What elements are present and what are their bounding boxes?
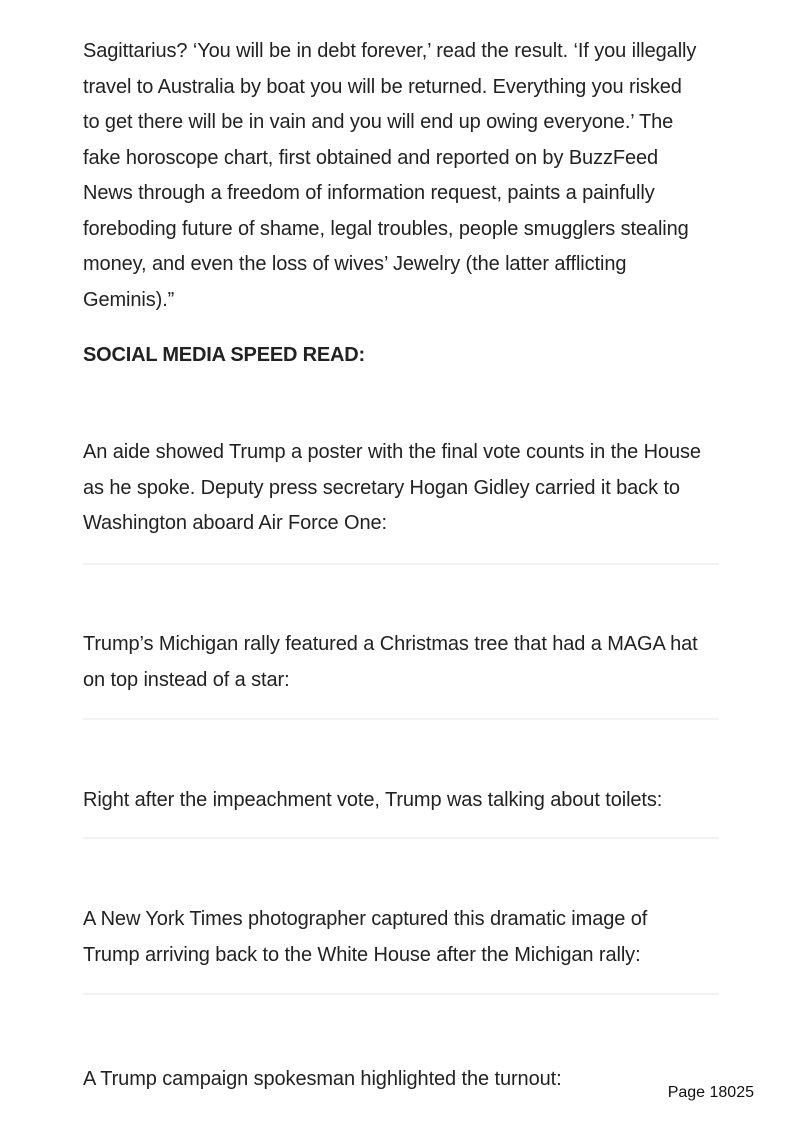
text-line: as he spoke. Deputy press secretary Hogan Gidley carried it back to: [83, 476, 680, 499]
text-line: A Trump campaign spokesman highlighted the turnout:: [83, 1068, 562, 1090]
embed-divider: [83, 563, 719, 565]
text-line: Trump arriving back to the White House after the Michigan rally:: [83, 943, 641, 966]
aide-paragraph: [83, 435, 701, 542]
text-line: Geminis).”: [83, 288, 175, 311]
embed-divider: [83, 993, 719, 995]
embed-divider: [83, 718, 719, 720]
text-line: Sagittarius? ‘You will be in debt forever,’ read the result. ‘If you illegally: [83, 40, 697, 62]
text-line: money, and even the loss of wives’ Jewelry (the latter afflicting: [83, 253, 627, 275]
text-line: foreboding future of shame, legal troubles, people smugglers stealing: [83, 217, 689, 240]
text-line: Washington aboard Air Force One:: [83, 512, 387, 534]
section-heading: SOCIAL MEDIA SPEED READ:: [83, 344, 365, 366]
text-line: A New York Times photographer captured this dramatic image of: [83, 908, 648, 930]
rally-paragraph: [83, 627, 698, 698]
toilets-paragraph: [83, 783, 662, 819]
horoscope-paragraph: [83, 34, 696, 318]
text-line: Trump’s Michigan rally featured a Christmas tree that had a MAGA hat: [83, 633, 698, 655]
page-number: Page 18025: [667, 1084, 754, 1101]
text-line: to get there will be in vain and you will end up owing everyone.’ The: [83, 111, 674, 133]
text-line: on top instead of a star:: [83, 668, 290, 691]
text-line: An aide showed Trump a poster with the final vote counts in the House: [83, 441, 701, 463]
text-line: travel to Australia by boat you will be returned. Everything you risked: [83, 75, 682, 98]
text-line: Right after the impeachment vote, Trump was talking about toilets:: [83, 789, 663, 811]
text-line: News through a freedom of information request, paints a painfully: [83, 182, 655, 204]
nyt-paragraph: [83, 902, 647, 973]
campaign-paragraph: [83, 1068, 723, 1090]
text-line: fake horoscope chart, first obtained and reported on by BuzzFeed: [83, 146, 659, 169]
embed-divider: [83, 837, 719, 839]
